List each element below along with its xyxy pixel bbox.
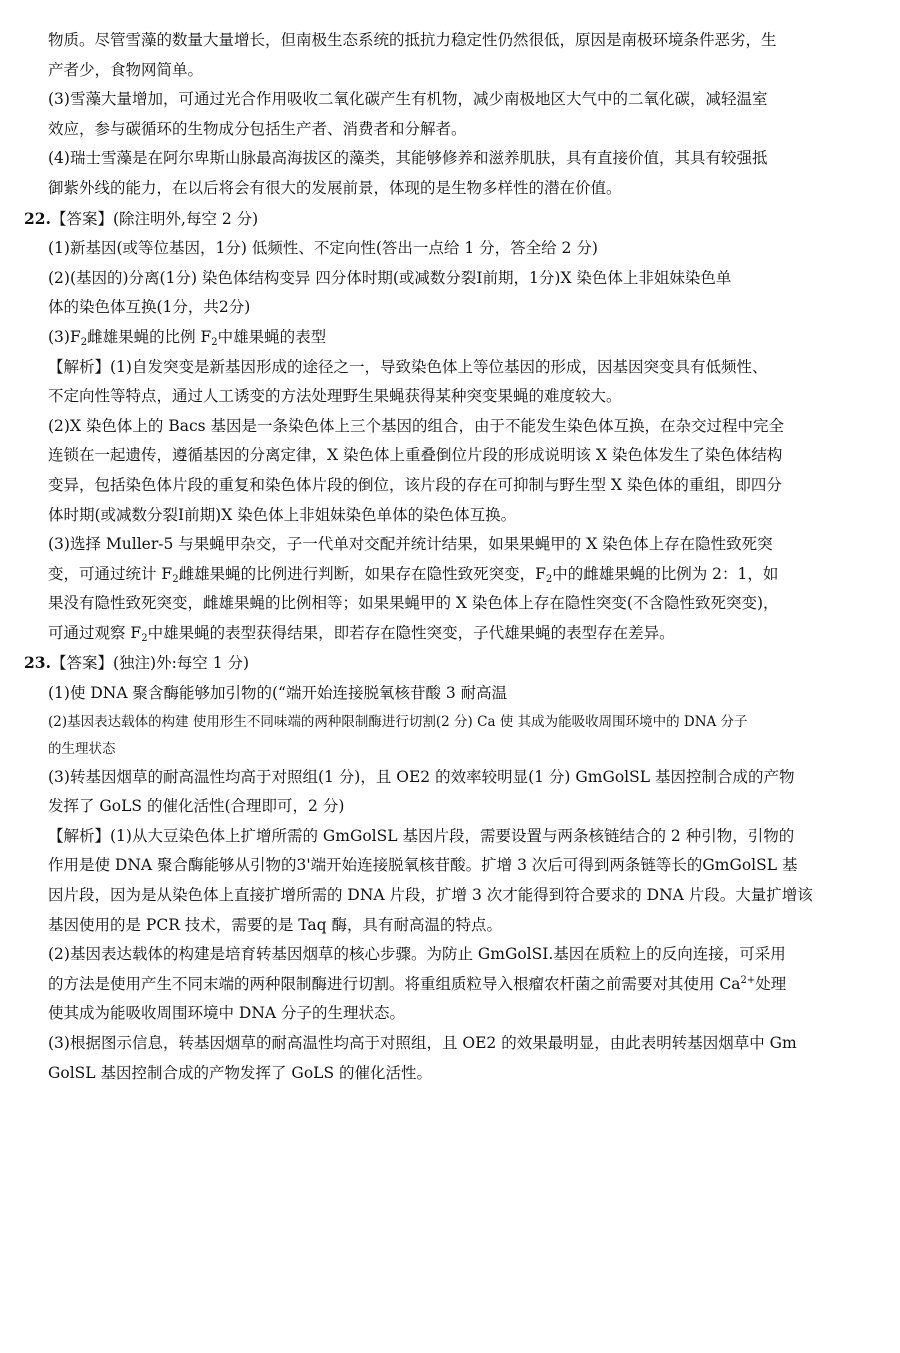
q23-analysis-3-line-2: GolSL 基因控制合成的产物发挥了 GoLS 的催化活性。	[48, 1063, 432, 1082]
q22-answer-heading	[24, 204, 876, 235]
q21-part3-line-1: (3)雪藻大量增加，可通过光合作用吸收二氧化碳产生有机物，减少南极地区大气中的二氧化碳，减轻温室	[48, 90, 768, 109]
q22-analysis-3-line-1: (3)选择 Muller-5 与果蝇甲杂交，子一代单对交配并统计结果，如果果蝇甲的 X 染色体上存在隐性致死突	[48, 535, 773, 554]
q23-analysis-1-line-2: 作用是使 DNA 聚合酶能够从引物的3'端开始连接脱氧核苷酸。扩增 3 次后可得到两条链等长的GmGolSL 基	[48, 856, 798, 875]
q23-answer-2-line-1: (2)基因表达载体的构建 使用形生不同味端的两种限制酶进行切割(2 分) Ca 使 其成为能吸收周围环境中的 DNA 分子	[48, 713, 748, 730]
q22-j3b-sub1: 2	[172, 573, 179, 585]
q23-analysis-2-line-2	[24, 970, 876, 1000]
q23-analysis-1-line-4: 基因使用的是 PCR 技术，需要的是 Taq 酶，具有耐高温的特点。	[48, 915, 502, 934]
q23-analysis-2-line-1: (2)基因表达载体的构建是培育转基因烟草的核心步骤。为防止 GmGolSI.基因在质粒上的反向连接，可采用	[48, 945, 786, 964]
q22-analysis-2-line-1: (2)X 染色体上的 Bacs 基因是一条染色体上三个基因的组合，由于不能发生染色体互换，在杂交过程中完全	[48, 416, 785, 435]
q23-analysis-1-line-3: 因片段，因为是从染色体上直接扩增所需的 DNA 片段，扩增 3 次才能得到符合要求的 DNA 片段。大量扩增该	[48, 886, 813, 905]
q23-answer-1: (1)使 DNA 聚含酶能够加引物的(“端开始连接脱氧核苷酸 3 耐高温	[48, 684, 508, 703]
q21-line-1: 物质。尽管雪藻的数量大量增长，但南极生态系统的抵抗力稳定性仍然很低，原因是南极环境条件恶劣，生	[48, 31, 777, 49]
q21-part3-line-2: 效应，参与碳循环的生物成分包括生产者、消费者和分解者。	[48, 119, 467, 138]
q21-part4-line-1: (4)瑞士雪藻是在阿尔卑斯山脉最高海拔区的藻类，其能够修养和滋养肌肤，具有直接价值，其具有较强抵	[48, 149, 768, 168]
q22-a3-post: 中雄果蝇的表型	[217, 327, 327, 346]
q22-number: 22.	[24, 208, 51, 228]
q22-analysis-3-line-2	[24, 560, 876, 590]
q23-analysis-3-line-1: (3)根据图示信息，转基因烟草的耐高温性均高于对照组，且 OE2 的效果最明显，由此表明转基因烟草中 Gm	[48, 1034, 797, 1052]
q22-analysis-1-line-2: 不定向性等特点，通过人工诱变的方法处理野生果蝇获得某种突变果蝇的难度较大。	[48, 387, 622, 406]
q22-analysis-2-line-3: 变异，包括染色体片段的重复和染色体片段的倒位，该片段的存在可抑制与野生型 X 染色体的重组，即四分	[48, 475, 782, 494]
q21-part4-line-2: 御紫外线的能力，在以后将会有很大的发展前景，体现的是生物多样性的潜在价值。	[48, 178, 622, 197]
q23-j2b-sup: 2+	[740, 974, 756, 986]
q22-j3b-mid: 雌雄果蝇的比例进行判断，如果存在隐性致死突变，F	[178, 564, 546, 583]
q22-answer-2-line-2: 体的染色体互换(1分，共2分)	[48, 298, 251, 317]
q22-a3-pre: (3)F	[48, 327, 81, 346]
q23-analysis-1-line-1: 【解析】(1)从大豆染色体上扩增所需的 GmGolSL 基因片段，需要设置与两条核链结合的 2 种引物，引物的	[48, 826, 795, 845]
q22-answer-1: (1)新基因(或等位基因，1分) 低频性、不定向性(答出一点给 1 分，答全给 2 分)	[48, 239, 598, 258]
q22-a3-mid: 雌雄果蝇的比例 F	[87, 327, 212, 346]
q22-a3-sub2: 2	[211, 336, 218, 348]
q23-answer-3-line-1: (3)转基因烟草的耐高温性均高于对照组(1 分)，且 OE2 的效率较明显(1 分) GmGolSL 基因控制合成的产物	[48, 767, 795, 786]
q23-answer-heading	[24, 648, 876, 679]
q23-heading-text: 【答案】(独注)外:每空 1 分)	[50, 654, 250, 673]
q22-analysis-1-line-1: 【解析】(1)自发突变是新基因形成的途径之一，导致染色体上等位基因的形成，因基因突变具有低频性、	[48, 357, 768, 376]
q22-j3b-post: 中的雌雄果蝇的比例为 2：1，如	[552, 564, 779, 583]
q22-j3b-pre: 变，可通过统计 F	[48, 564, 173, 583]
q22-heading-text: 【答案】(除注明外,每空 2 分)	[50, 209, 259, 228]
q22-answer-3	[24, 323, 876, 353]
q23-j2b-post: 处理	[755, 974, 787, 993]
q23-answer-3-line-2: 发挥了 GoLS 的催化活性(合理即可，2 分)	[48, 797, 345, 816]
q23-number: 23.	[24, 653, 51, 673]
q22-j3d-pre: 可通过观察 F	[48, 623, 142, 642]
q23-answer-2-line-2: 的生理状态	[48, 740, 116, 757]
q22-analysis-2-line-2: 连锁在一起遗传，遵循基因的分离定律，X 染色体上重叠倒位片段的形成说明该 X 染色体发生了染色体结构	[48, 446, 783, 465]
q22-j3d-sub: 2	[141, 632, 148, 644]
q22-a3-sub1: 2	[80, 336, 88, 348]
q23-analysis-2-line-3: 使其成为能吸收周围环境中 DNA 分子的生理状态。	[48, 1004, 406, 1023]
q22-j3d-post: 中雄果蝇的表型获得结果，即若存在隐性突变，子代雄果蝇的表型存在差异。	[147, 623, 675, 642]
q22-analysis-2-line-4: 体时期(或减数分裂Ⅰ前期)X 染色体上非姐妹染色单体的染色体互换。	[48, 505, 517, 524]
q22-analysis-3-line-3: 果没有隐性致死突变，雌雄果蝇的比例相等；如果果蝇甲的 X 染色体上存在隐性突变(不含隐性致死突变)，	[48, 594, 779, 613]
q22-analysis-3-line-4	[24, 619, 876, 649]
q22-j3b-sub2: 2	[545, 573, 553, 585]
q21-line-2: 产者少，食物网简单。	[48, 60, 204, 79]
q23-j2b-text: 的方法是使用产生不同末端的两种限制酶进行切割。将重组质粒导入根瘤农杆菌之前需要对其使用 Ca	[48, 974, 741, 993]
q22-answer-2-line-1: (2)(基因的)分离(1分) 染色体结构变异 四分体时期(或减数分裂Ⅰ前期，1分)X 染色体上非姐妹染色单	[48, 268, 732, 287]
